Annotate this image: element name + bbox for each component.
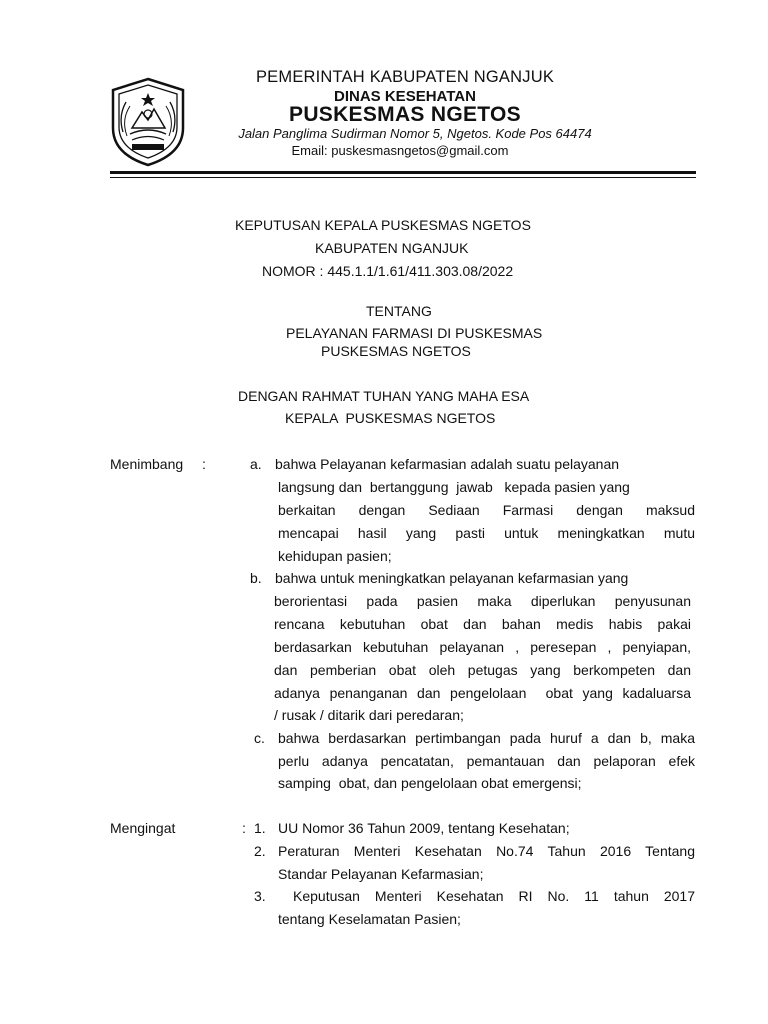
mengingat-3-line: tentang Keselamatan Pasien; [278, 911, 461, 927]
menimbang-a-line: bahwa Pelayanan kefarmasian adalah suatu pelayanan [275, 456, 620, 472]
invocation: DENGAN RAHMAT TUHAN YANG MAHA ESA [238, 388, 530, 404]
menimbang-b-line: berorientasi pada pasien maka diperlukan penyusunan [274, 593, 691, 609]
menimbang-marker-a: a. [250, 456, 262, 472]
menimbang-a-line: mencapai hasil yang pasti untuk meningkatkan mutu [278, 525, 695, 541]
menimbang-b-line: dan pemberian obat oleh petugas yang berkompeten dan [274, 662, 691, 678]
menimbang-colon: : [202, 456, 206, 472]
decree-title-line1: KEPUTUSAN KEPALA PUSKESMAS NGETOS [235, 217, 531, 233]
regency-emblem-logo [108, 76, 188, 168]
decree-number: NOMOR : 445.1.1/1.61/411.303.08/2022 [262, 263, 514, 279]
mengingat-label: Mengingat [110, 820, 176, 836]
mengingat-marker-2: 2. [254, 843, 266, 859]
mengingat-1-line: UU Nomor 36 Tahun 2009, tentang Kesehatan; [278, 820, 570, 836]
issuer: KEPALA PUSKESMAS NGETOS [285, 410, 496, 426]
menimbang-marker-c: c. [254, 730, 265, 746]
letterhead-divider-thin [110, 177, 696, 178]
menimbang-a-line: kehidupan pasien; [278, 548, 392, 564]
menimbang-b-line: / rusak / ditarik dari peredaran; [274, 707, 464, 723]
menimbang-label: Menimbang [110, 456, 184, 472]
mengingat-3-line: Keputusan Menteri Kesehatan RI No. 11 tahun 2017 [278, 888, 695, 904]
letterhead-divider-thick [110, 171, 696, 174]
menimbang-marker-b: b. [250, 570, 262, 586]
institution-name: PUSKESMAS NGETOS [289, 103, 521, 126]
menimbang-a-line: langsung dan bertanggung jawab kepada pasien yang [278, 479, 630, 495]
subject-line1: PELAYANAN FARMASI DI PUSKESMAS [286, 325, 543, 341]
department-name: DINAS KESEHATAN [334, 88, 476, 105]
menimbang-a-line: berkaitan dengan Sediaan Farmasi dengan maksud [278, 502, 695, 518]
institution-email: Email: puskesmasngetos@gmail.com [291, 143, 509, 158]
menimbang-b-line: adanya penanganan dan pengelolaan obat yang kadaluarsa [274, 685, 691, 701]
menimbang-b-line: rencana kebutuhan obat dan bahan medis habis pakai [274, 616, 691, 632]
mengingat-marker-1: 1. [254, 820, 266, 836]
government-name: PEMERINTAH KABUPATEN NGANJUK [255, 68, 555, 86]
mengingat-2-line: Peraturan Menteri Kesehatan No.74 Tahun 2016 Tentang [278, 843, 695, 859]
about-label: TENTANG [366, 303, 432, 319]
decree-title-line2: KABUPATEN NGANJUK [315, 240, 469, 256]
menimbang-c-line: samping obat, dan pengelolaan obat emergensi; [278, 775, 582, 791]
menimbang-c-line: perlu adanya pencatatan, pemantauan dan pelaporan efek [278, 753, 695, 769]
mengingat-colon: : [242, 820, 246, 836]
menimbang-c-line: bahwa berdasarkan pertimbangan pada huruf a dan b, maka [278, 730, 695, 746]
mengingat-2-line: Standar Pelayanan Kefarmasian; [278, 866, 484, 882]
subject-line2: PUSKESMAS NGETOS [321, 343, 471, 359]
menimbang-b-line: bahwa untuk meningkatkan pelayanan kefarmasian yang [275, 570, 629, 586]
institution-address: Jalan Panglima Sudirman Nomor 5, Ngetos. Kode Pos 64474 [238, 126, 592, 141]
mengingat-marker-3: 3. [254, 888, 266, 904]
menimbang-b-line: berdasarkan kebutuhan pelayanan , peresepan , penyiapan, [274, 639, 691, 655]
